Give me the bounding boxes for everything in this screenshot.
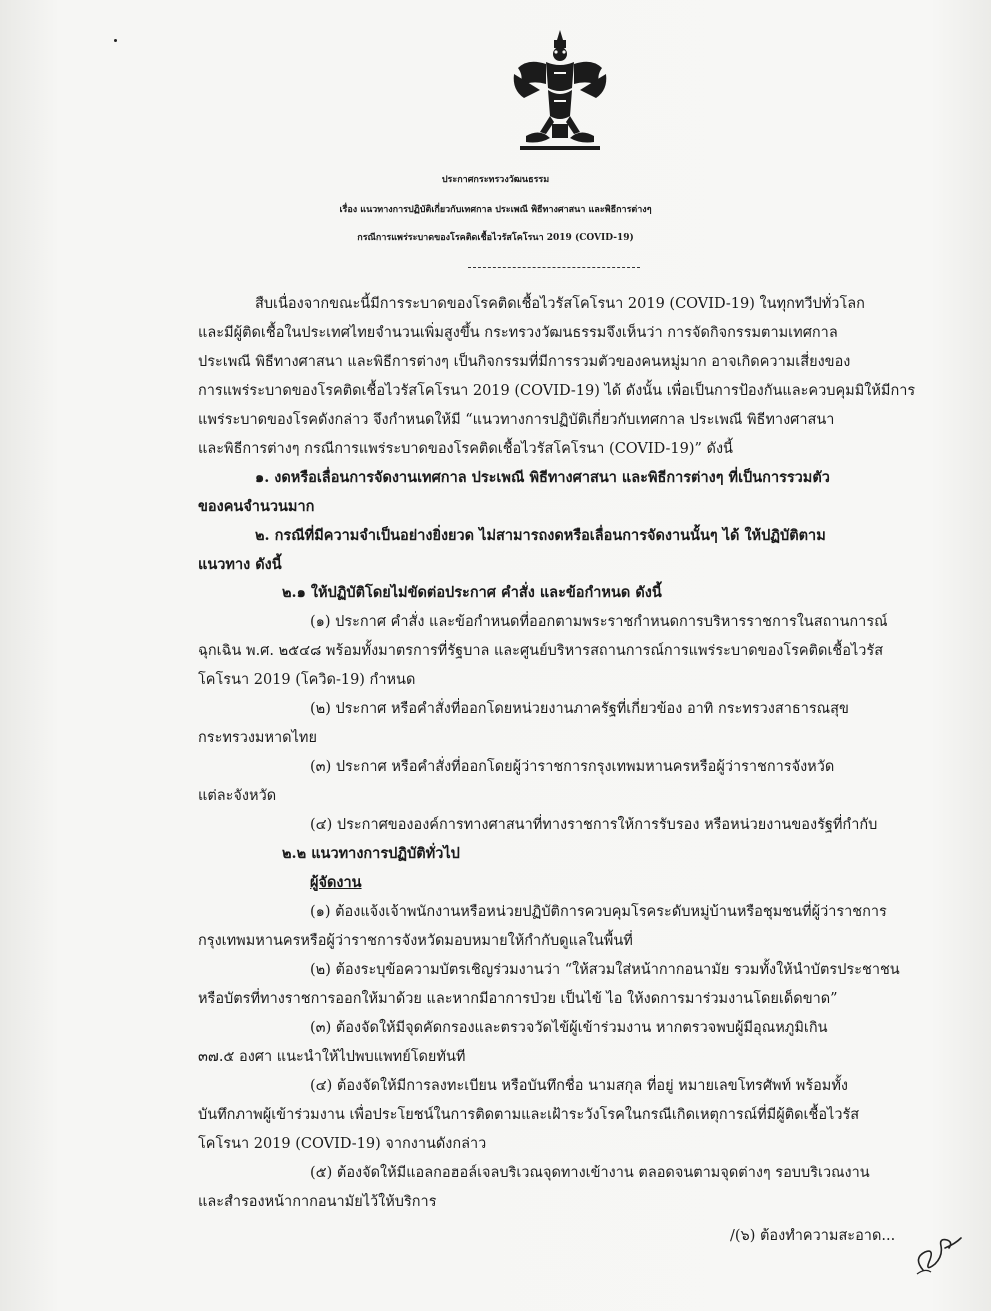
s22-item-4-cont: บันทึกภาพผู้เข้าร่วมงาน เพื่อประโยชน์ในการติดตามและเฝ้าระวังโรคในกรณีเกิดเหตุการณ์ที่มีผู้ติดเชื้อไวรัส — [198, 1107, 860, 1123]
s22-item-2-cont: หรือบัตรที่ทางราชการออกให้มาด้วย และหากมีอาการป่วย เป็นไข้ ไอ ให้งดการมาร่วมงานโดยเด็ดขาด” — [198, 991, 838, 1007]
s21-item-1-cont: โคโรนา 2019 (โควิด-19) กำหนด — [198, 672, 416, 688]
item-2-cont: แนวทาง ดังนี้ — [198, 556, 282, 573]
s21-item-4: (๔) ประกาศขององค์การทางศาสนาที่ทางราชการให้การรับรอง หรือหน่วยงานของรัฐที่กำกับ — [310, 817, 878, 833]
s22-item-4: (๔) ต้องจัดให้มีการลงทะเบียน หรือบันทึกชื่อ นามสกุล ที่อยู่ หมายเลขโทรศัพท์ พร้อมทั้ง — [310, 1078, 849, 1094]
s22-item-2: (๒) ต้องระบุข้อความบัตรเชิญร่วมงานว่า “ให้สวมใส่หน้ากากอนามัย รวมทั้งให้นำบัตรประชาชน — [310, 962, 900, 978]
s22-item-3-cont: ๓๗.๕ องศา แนะนำให้ไปพบแพทย์โดยทันที — [198, 1049, 466, 1065]
garuda-emblem — [510, 28, 610, 156]
intro-line: แพร่ระบาดของโรคดังกล่าว จึงกำหนดให้มี “แนวทางการปฏิบัติเกี่ยวกับเทศกาล ประเพณี พิธีทางศาสนา — [198, 412, 835, 428]
doc-subject-cont: กรณีการแพร่ระบาดของโรคติดเชื้อไวรัสโคโรนา 2019 (COVID-19) — [357, 233, 634, 243]
item-1: ๑. งดหรือเลื่อนการจัดงานเทศกาล ประเพณี พิธีทางศาสนา และพิธีการต่างๆ ที่เป็นการรวมตัว — [255, 469, 830, 486]
s21-item-1-cont: ฉุกเฉิน พ.ศ. ๒๕๔๘ พร้อมทั้งมาตรการที่รัฐบาล และศูนย์บริหารสถานการณ์การแพร่ระบาดของโรคติดเชื้อไวรัส — [198, 643, 884, 659]
s21-item-1: (๑) ประกาศ คำสั่ง และข้อกำหนดที่ออกตามพระราชกำหนดการบริหารราชการในสถานการณ์ — [310, 614, 888, 630]
item-1-cont: ของคนจำนวนมาก — [198, 498, 315, 515]
signature-mark — [905, 1218, 965, 1278]
doc-title: ประกาศกระทรวงวัฒนธรรม — [441, 175, 550, 185]
section-2-1-title: ๒.๑ ให้ปฏิบัติโดยไม่ขัดต่อประกาศ คำสั่ง และข้อกำหนด ดังนี้ — [282, 584, 662, 601]
scan-speck — [114, 39, 117, 42]
s21-item-3: (๓) ประกาศ หรือคำสั่งที่ออกโดยผู้ว่าราชการกรุงเทพมหานครหรือผู้ว่าราชการจังหวัด — [310, 759, 835, 775]
item-2: ๒. กรณีที่มีความจำเป็นอย่างยิ่งยวด ไม่สามารถงดหรือเลื่อนการจัดงานนั้นๆ ได้ ให้ปฏิบัติตาม — [255, 527, 826, 544]
s22-item-1-cont: กรุงเทพมหานครหรือผู้ว่าราชการจังหวัดมอบหมายให้กำกับดูแลในพื้นที่ — [198, 933, 633, 949]
intro-line: และมีผู้ติดเชื้อในประเทศไทยจำนวนเพิ่มสูงขึ้น กระทรวงวัฒนธรรมจึงเห็นว่า การจัดกิจกรรมตามเทศกาล — [198, 325, 838, 341]
s22-item-5-cont: และสำรองหน้ากากอนามัยไว้ให้บริการ — [198, 1194, 437, 1210]
intro-line: สืบเนื่องจากขณะนี้มีการระบาดของโรคติดเชื้อไวรัสโคโรนา 2019 (COVID-19) ในทุกทวีปทั่วโลก — [255, 296, 865, 312]
s22-item-1: (๑) ต้องแจ้งเจ้าพนักงานหรือหน่วยปฏิบัติการควบคุมโรคระดับหมู่บ้านหรือชุมชนที่ผู้ว่าราชการ — [310, 904, 887, 920]
s22-item-4-cont: โคโรนา 2019 (COVID-19) จากงานดังกล่าว — [198, 1136, 487, 1152]
intro-line: การแพร่ระบาดของโรคติดเชื้อไวรัสโคโรนา 2019 (COVID-19) ได้ ดังนั้น เพื่อเป็นการป้องกันและควบคุมมิให้มีการ — [198, 383, 916, 399]
organizer-heading: ผู้จัดงาน — [310, 874, 362, 891]
s21-item-2: (๒) ประกาศ หรือคำสั่งที่ออกโดยหน่วยงานภาครัฐที่เกี่ยวข้อง อาทิ กระทรวงสาธารณสุข — [310, 701, 849, 717]
section-2-2-title: ๒.๒ แนวทางการปฏิบัติทั่วไป — [282, 845, 460, 862]
intro-line: และพิธีการต่างๆ กรณีการแพร่ระบาดของโรคติดเชื้อไวรัสโคโรนา (COVID-19)” ดังนี้ — [198, 441, 733, 457]
s21-item-3-cont: แต่ละจังหวัด — [198, 788, 277, 804]
s22-item-5: (๕) ต้องจัดให้มีแอลกอฮอล์เจลบริเวณจุดทางเข้างาน ตลอดจนตามจุดต่างๆ รอบบริเวณงาน — [310, 1165, 870, 1181]
title-divider — [468, 267, 640, 268]
s21-item-2-cont: กระทรวงมหาดไทย — [198, 730, 317, 746]
s22-item-3: (๓) ต้องจัดให้มีจุดคัดกรองและตรวจวัดไข้ผู้เข้าร่วมงาน หากตรวจพบผู้มีอุณหภูมิเกิน — [310, 1020, 828, 1036]
doc-subject: เรื่อง แนวทางการปฏิบัติเกี่ยวกับเทศกาล ประเพณี พิธีทางศาสนา และพิธีการต่างๆ — [339, 205, 652, 215]
continuation-note: /(๖) ต้องทำความสะอาด... — [730, 1228, 896, 1244]
intro-line: ประเพณี พิธีทางศาสนา และพิธีการต่างๆ เป็นกิจกรรมที่มีการรวมตัวของคนหมู่มาก อาจเกิดความเสี่ยงของ — [198, 354, 851, 370]
